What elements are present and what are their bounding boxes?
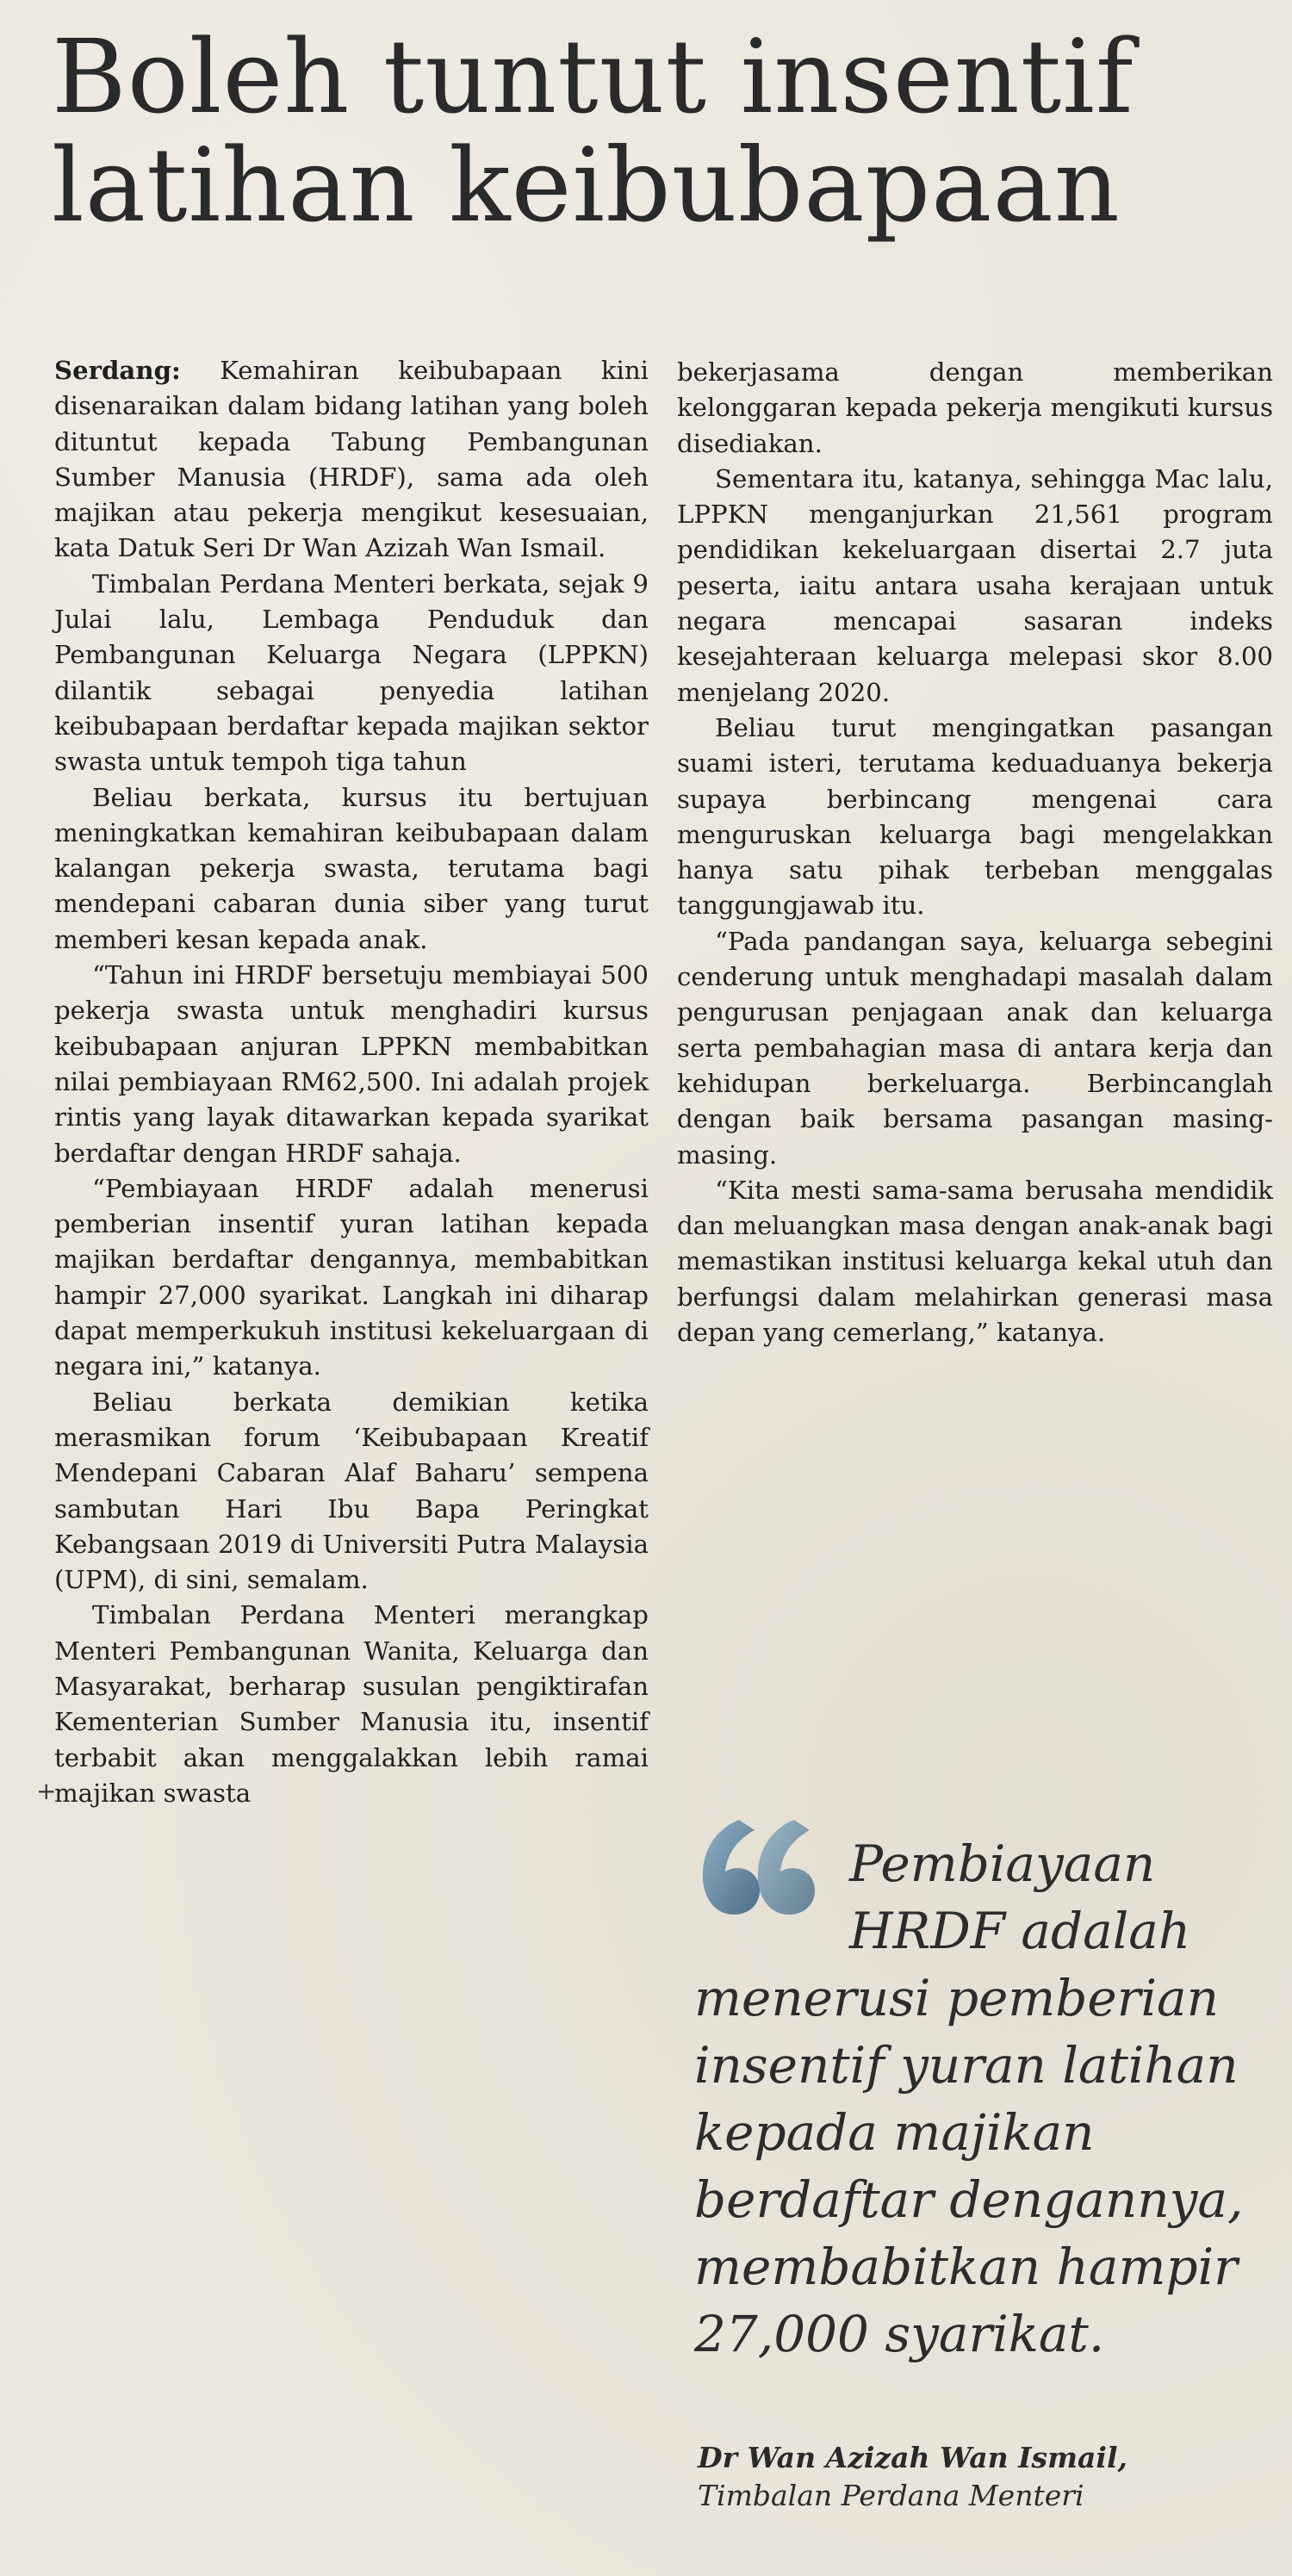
article-paragraph [54, 353, 649, 567]
pull-quote-continuation: menerusi pemberian insentif yuran latihan kepada majikan berdaftar dengannya, membabitkan hampir 27,000 syarikat. [694, 1969, 1244, 2363]
article-column-right [677, 355, 1273, 1350]
article-paragraph: “Kita mesti sama-sama berusaha mendidik dan meluangkan masa dengan anak-anak bagi memastikan institusi keluarga kekal utuh dan berfungsi dalam melahirkan generasi masa depan yang cemerlang,” katanya. [677, 1175, 1273, 1348]
article-paragraph: Beliau berkata demikian ketika merasmikan forum ‘Keibubapaan Kreatif Mendepani Cabaran Alaf Baharu’ sempena sambutan Hari Ibu Bapa Peringkat Kebangsaan 2019 di Universiti Putra Malaysia (UPM), di sini, semalam. [54, 1387, 649, 1595]
article-paragraph: Beliau berkata, kursus itu bertujuan meningkatkan kemahiran keibubapaan dalam kalangan pekerja swasta, terutama bagi mendepani cabaran dunia siber yang turut memberi kesan kepada anak. [54, 782, 649, 954]
article-paragraph: Sementara itu, katanya, sehingga Mac lalu, LPPKN menganjurkan 21,561 program pendidikan kekeluargaan disertai 2.7 juta peserta, iaitu antara usaha kerajaan untuk negara mencapai sasaran indeks kesejahteraan keluarga melepasi skor 8.00 menjelang 2020. [677, 463, 1273, 707]
article-paragraph: Beliau turut mengingatkan pasangan suami isteri, terutama keduaduanya bekerja supaya berbincang mengenai cara menguruskan keluarga bagi mengelakkan hanya satu pihak terbeban menggalas tanggungjawab itu. [677, 712, 1273, 921]
article-column-left [54, 353, 649, 1811]
pull-quote-line-2: HRDF adalah [849, 1902, 1191, 1960]
attribution [698, 2439, 1258, 2515]
dateline: Serdang: [54, 356, 181, 385]
headline [52, 17, 1258, 245]
article-paragraph: “Tahun ini HRDF bersetuju membiayai 500 pekerja swasta untuk menghadiri kursus keibubapaan anjuran LPPKN membabitkan nilai pembiayaan RM62,500. Ini adalah projek rintis yang layak ditawarkan kepada syarikat berdaftar dengan HRDF sahaja. [54, 960, 649, 1168]
attribution-role: Timbalan Perdana Menteri [698, 2479, 1084, 2512]
article-paragraph: “Pembiayaan HRDF adalah menerusi pemberian insentif yuran latihan kepada majikan berdaftar dengannya, membabitkan hampir 27,000 syarikat. Langkah ini diharap dapat memperkukuh institusi kekeluargaan di negara ini,” katanya. [54, 1173, 649, 1381]
pull-quote-text [694, 1830, 1263, 2368]
article-paragraph: “Pada pandangan saya, keluarga sebegini cenderung untuk menghadapi masalah dalam pengurusan penjagaan anak dan keluarga serta pembahagian masa di antara kerja dan kehidupan berkeluarga. Berbincanglah dengan baik bersama pasangan masing-masing. [677, 926, 1273, 1170]
headline-line-2: latihan keibubapaan [52, 126, 1121, 245]
headline-line-1: Boleh tuntut insentif [52, 17, 1134, 136]
article-paragraph: Timbalan Perdana Menteri berkata, sejak 9 Julai lalu, Lembaga Penduduk dan Pembangunan Keluarga Negara (LPPKN) dilantik sebagai penyedia latihan keibubapaan berdaftar kepada majikan sektor swasta untuk tempoh tiga tahun [54, 568, 649, 777]
pull-quote [694, 1830, 1263, 2368]
registration-mark-icon: + [36, 1777, 57, 1805]
paragraph-text: Kemahiran keibubapaan kini disenaraikan dalam bidang latihan yang boleh dituntut kepada Tabung Pembangunan Sumber Manusia (HRDF), sama ada oleh majikan atau pekerja mengikut kesesuaian, kata Datuk Seri Dr Wan Azizah Wan Ismail. [54, 356, 649, 563]
attribution-name: Dr Wan Azizah Wan Ismail, [698, 2441, 1127, 2474]
article-paragraph: bekerjasama dengan memberikan kelonggaran kepada pekerja mengikuti kursus disediakan. [677, 357, 1273, 458]
pull-quote-line-1: Pembiayaan [849, 1834, 1156, 1893]
article-paragraph: Timbalan Perdana Menteri merangkap Menteri Pembangunan Wanita, Keluarga dan Masyarakat, berharap susulan pengiktirafan Kementerian Sumber Manusia itu, insentif terbabit akan menggalakkan lebih ramai majikan swasta [54, 1600, 649, 1808]
